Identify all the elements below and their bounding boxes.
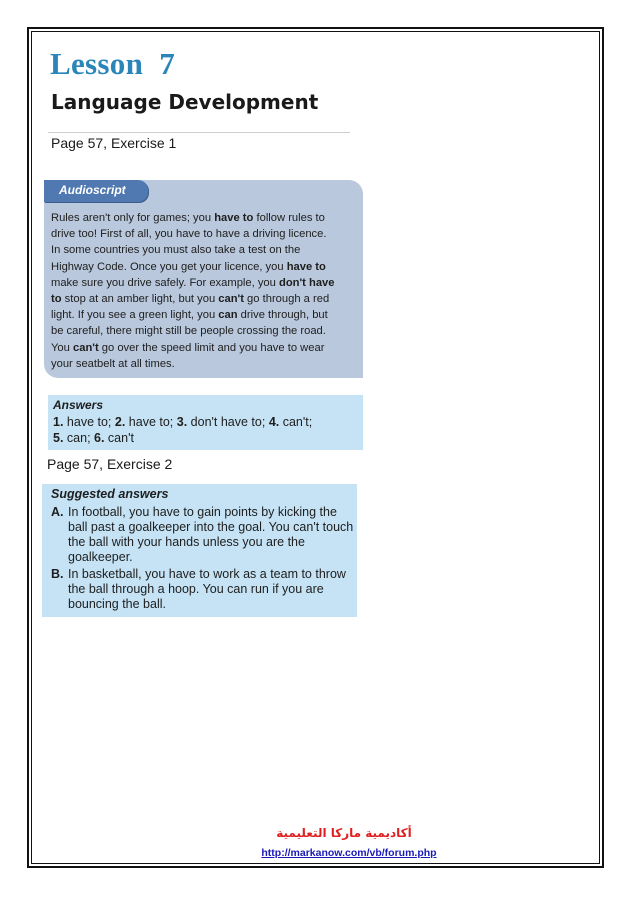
audioscript-line: your seatbelt at all times. bbox=[51, 357, 175, 370]
suggested-answer-b: B. In basketball, you have to work as a team to throw the ball through a hoop. You can run if you are bouncing the ball. bbox=[51, 567, 346, 611]
exercise1-page-ref: Page 57, Exercise 1 bbox=[51, 135, 177, 151]
answers-line-1: 1. have to; 2. have to; 3. don't have to; 4. can't; bbox=[53, 415, 313, 429]
audioscript-line: Highway Code. Once you get your licence, you have to bbox=[51, 260, 326, 273]
footer-link[interactable]: http://markanow.com/vb/forum.php bbox=[261, 847, 437, 859]
audioscript-line: to stop at an amber light, but you can't go through a red bbox=[51, 293, 330, 306]
audioscript-label: Audioscript bbox=[59, 183, 126, 197]
divider bbox=[48, 132, 350, 133]
section-title: Language Development bbox=[51, 90, 319, 114]
exercise2-page-ref: Page 57, Exercise 2 bbox=[47, 456, 173, 472]
audioscript-line: be careful, there might still be people crossing the road. bbox=[51, 325, 326, 338]
audioscript-line: In some countries you must also take a test on the bbox=[51, 244, 301, 257]
audioscript-line: You can't go over the speed limit and you have to wear bbox=[51, 341, 325, 354]
answers-heading: Answers bbox=[53, 398, 104, 412]
suggested-answer-a: A. In football, you have to gain points by kicking the ball past a goalkeeper into the goal. You can't touch the ball with your hands unless you are the goalkeeper. bbox=[51, 505, 354, 564]
audioscript-line: drive too! First of all, you have to have a driving licence. bbox=[51, 228, 327, 241]
answers-line-2: 5. can; 6. can't bbox=[53, 431, 134, 445]
audioscript-line: light. If you see a green light, you can drive through, but bbox=[51, 309, 328, 322]
audioscript-line: make sure you drive safely. For example, you don't have bbox=[51, 276, 335, 289]
footer-academy-name: أكاديمية ماركا التعليمية bbox=[276, 826, 412, 840]
audioscript-line: Rules aren't only for games; you have to follow rules to bbox=[51, 212, 325, 224]
audioscript-text bbox=[51, 210, 363, 372]
suggested-answers-heading: Suggested answers bbox=[51, 487, 169, 501]
lesson-title: Lesson 7 bbox=[50, 46, 176, 81]
